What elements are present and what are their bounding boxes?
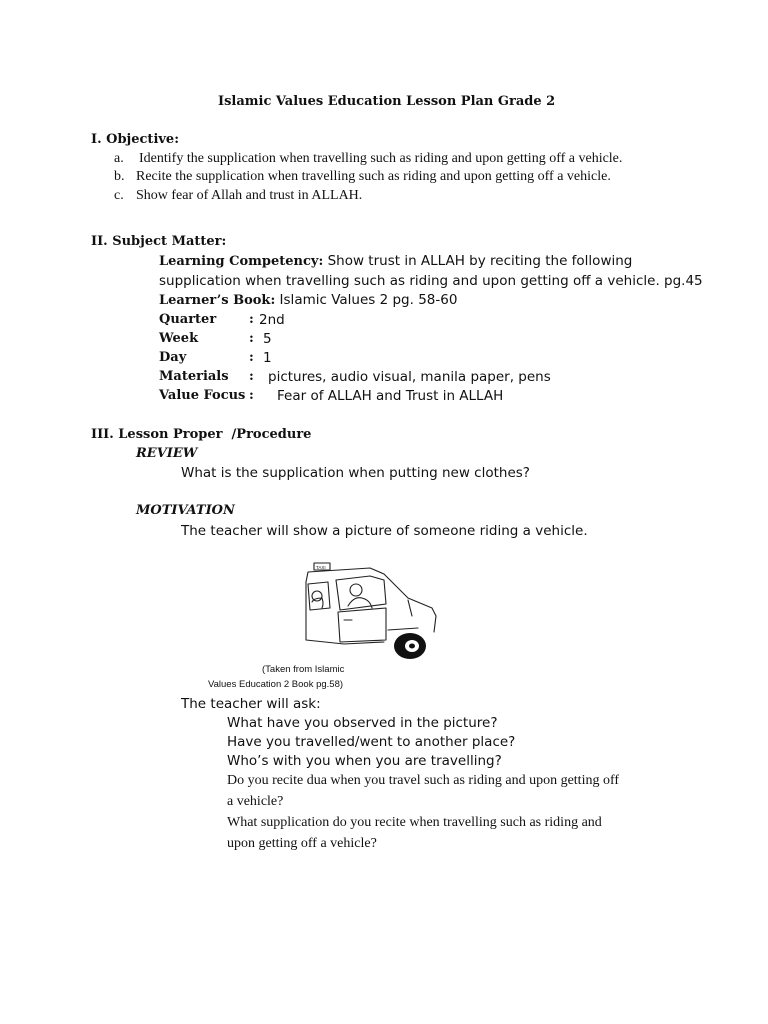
day-value: 1 [263,350,272,366]
learning-competency-continued: supplication when travelling such as riding and upon getting off a vehicle. pg.45 [159,273,703,289]
lesson-proper-heading: III. Lesson Proper /Procedure [91,427,312,442]
question-4-continued: a vehicle? [227,794,284,809]
question-5-continued: upon getting off a vehicle? [227,836,377,851]
question-1: What have you observed in the picture? [227,715,498,731]
week-value: 5 [263,331,272,347]
value-focus-value: Fear of ALLAH and Trust in ALLAH [277,388,504,404]
week-label: Week [159,331,199,346]
materials-separator: : [249,369,254,384]
image-caption-line2: Values Education 2 Book pg.58) [208,679,344,690]
motivation-text: The teacher will show a picture of someone riding a vehicle. [181,523,588,539]
objective-item-b: Recite the supplication when travelling such as riding and upon getting off a vehicle. [136,169,611,184]
teacher-ask-intro: The teacher will ask: [181,696,321,712]
learners-book-value: Islamic Values 2 pg. 58-60 [279,292,458,308]
image-caption-line1: (Taken from Islamic [262,664,345,675]
quarter-separator: : [249,312,254,327]
objective-item-a: Identify the supplication when travelling such as riding and upon getting off a vehicle. [139,151,623,166]
objective-heading: I. Objective: [91,132,180,147]
question-5: What supplication do you recite when travelling such as riding and [227,815,602,830]
taxi-illustration [300,558,442,666]
materials-value: pictures, audio visual, manila paper, pens [268,369,551,385]
question-2: Have you travelled/went to another place? [227,734,516,750]
question-4: Do you recite dua when you travel such as riding and upon getting off [227,773,620,788]
day-separator: : [249,350,254,365]
learners-book [159,292,457,308]
taxi-sign-text: TAXI [316,565,326,570]
week-separator: : [249,331,254,346]
value-focus-separator: : [249,388,254,403]
materials-label: Materials [159,369,229,384]
value-focus-label: Value Focus [159,388,246,403]
subject-matter-heading: II. Subject Matter: [91,234,227,249]
taxi-wheel [394,633,426,659]
objective-marker-c: c. [114,188,124,203]
review-label: REVIEW [136,446,198,461]
learning-competency-label: Learning Competency: [159,254,324,269]
document-title: Islamic Values Education Lesson Plan Grade 2 [218,94,556,109]
learning-competency-text: Show trust in ALLAH by reciting the following [327,253,633,269]
quarter-value: 2nd [259,312,285,328]
question-3: Who’s with you when you are travelling? [227,753,502,769]
day-label: Day [159,350,187,365]
learning-competency [159,253,632,269]
review-question: What is the supplication when putting new clothes? [181,465,530,481]
objective-item-c: Show fear of Allah and trust in ALLAH. [136,188,363,203]
quarter-label: Quarter [159,312,217,327]
learners-book-label: Learner’s Book: [159,293,276,308]
objective-marker-a: a. [114,151,124,166]
objective-marker-b: b. [114,169,125,184]
motivation-label: MOTIVATION [136,503,235,518]
